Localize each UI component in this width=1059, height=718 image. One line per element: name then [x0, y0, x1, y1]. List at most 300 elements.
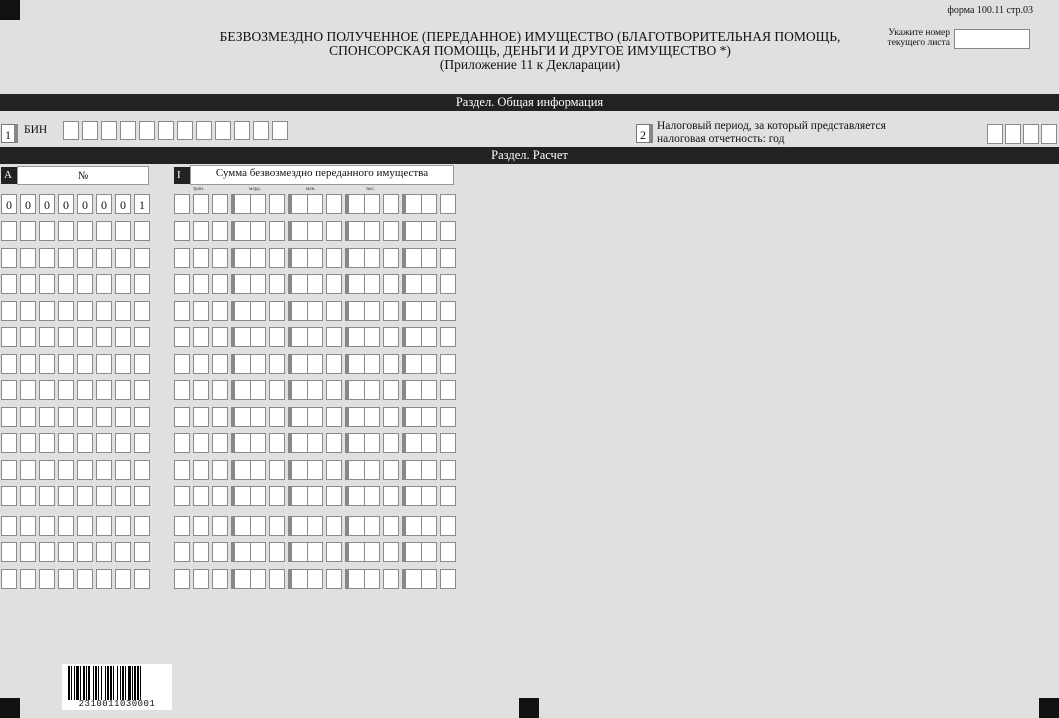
- bin-digit-cell[interactable]: [253, 121, 269, 140]
- amount-digit-cell[interactable]: [193, 274, 209, 294]
- row-number-cell[interactable]: [58, 407, 74, 427]
- amount-digit-cell[interactable]: [250, 407, 266, 427]
- amount-digit-cell[interactable]: [250, 380, 266, 400]
- bin-digit-cell[interactable]: [158, 121, 174, 140]
- row-number-cell[interactable]: 1: [134, 194, 150, 214]
- amount-digit-cell[interactable]: [288, 460, 308, 480]
- amount-digit-cell[interactable]: [250, 460, 266, 480]
- amount-digit-cell[interactable]: [212, 569, 228, 589]
- amount-digit-cell[interactable]: [174, 274, 190, 294]
- amount-digit-cell[interactable]: [326, 221, 342, 241]
- amount-digit-cell[interactable]: [288, 327, 308, 347]
- row-number-cell[interactable]: [96, 433, 112, 453]
- amount-digit-cell[interactable]: [212, 486, 228, 506]
- amount-digit-cell[interactable]: [231, 460, 251, 480]
- amount-digit-cell[interactable]: [193, 194, 209, 214]
- amount-digit-cell[interactable]: [307, 433, 323, 453]
- row-number-cell[interactable]: [134, 248, 150, 268]
- row-number-cell[interactable]: [96, 460, 112, 480]
- year-digit-cell[interactable]: [1005, 124, 1021, 144]
- amount-digit-cell[interactable]: [345, 569, 365, 589]
- amount-digit-cell[interactable]: [212, 248, 228, 268]
- row-number-cell[interactable]: [115, 221, 131, 241]
- row-number-cell[interactable]: [39, 407, 55, 427]
- row-number-cell[interactable]: [134, 433, 150, 453]
- amount-digit-cell[interactable]: [231, 194, 251, 214]
- amount-digit-cell[interactable]: [193, 569, 209, 589]
- row-number-cell[interactable]: [115, 433, 131, 453]
- row-number-cell[interactable]: [96, 542, 112, 562]
- row-number-cell[interactable]: [20, 380, 36, 400]
- row-number-cell[interactable]: [115, 248, 131, 268]
- amount-digit-cell[interactable]: [307, 569, 323, 589]
- amount-digit-cell[interactable]: [307, 380, 323, 400]
- amount-digit-cell[interactable]: [383, 516, 399, 536]
- amount-digit-cell[interactable]: [269, 301, 285, 321]
- amount-digit-cell[interactable]: [174, 433, 190, 453]
- amount-digit-cell[interactable]: [402, 248, 422, 268]
- amount-digit-cell[interactable]: [345, 221, 365, 241]
- row-number-cell[interactable]: 0: [115, 194, 131, 214]
- row-number-cell[interactable]: [20, 542, 36, 562]
- amount-digit-cell[interactable]: [402, 433, 422, 453]
- row-number-cell[interactable]: 0: [58, 194, 74, 214]
- amount-digit-cell[interactable]: [231, 542, 251, 562]
- row-number-cell[interactable]: [96, 221, 112, 241]
- amount-digit-cell[interactable]: [440, 460, 456, 480]
- year-digit-cell[interactable]: [1041, 124, 1057, 144]
- row-number-cell[interactable]: [96, 516, 112, 536]
- row-number-cell[interactable]: [1, 569, 17, 589]
- amount-digit-cell[interactable]: [288, 569, 308, 589]
- amount-digit-cell[interactable]: [307, 486, 323, 506]
- amount-digit-cell[interactable]: [421, 542, 437, 562]
- row-number-cell[interactable]: [134, 327, 150, 347]
- row-number-cell[interactable]: [39, 433, 55, 453]
- amount-digit-cell[interactable]: [402, 327, 422, 347]
- row-number-cell[interactable]: [96, 248, 112, 268]
- amount-digit-cell[interactable]: [364, 274, 380, 294]
- amount-digit-cell[interactable]: [193, 221, 209, 241]
- row-number-cell[interactable]: [77, 221, 93, 241]
- amount-digit-cell[interactable]: [307, 354, 323, 374]
- amount-digit-cell[interactable]: [345, 380, 365, 400]
- amount-digit-cell[interactable]: [345, 327, 365, 347]
- amount-digit-cell[interactable]: [269, 380, 285, 400]
- amount-digit-cell[interactable]: [402, 301, 422, 321]
- amount-digit-cell[interactable]: [421, 221, 437, 241]
- bin-digit-cell[interactable]: [82, 121, 98, 140]
- year-digit-cell[interactable]: [1023, 124, 1039, 144]
- amount-digit-cell[interactable]: [212, 194, 228, 214]
- amount-digit-cell[interactable]: [345, 486, 365, 506]
- amount-digit-cell[interactable]: [421, 248, 437, 268]
- amount-digit-cell[interactable]: [421, 327, 437, 347]
- amount-digit-cell[interactable]: [421, 354, 437, 374]
- amount-digit-cell[interactable]: [326, 274, 342, 294]
- amount-digit-cell[interactable]: [174, 486, 190, 506]
- row-number-cell[interactable]: [96, 407, 112, 427]
- amount-digit-cell[interactable]: [364, 460, 380, 480]
- row-number-cell[interactable]: [1, 301, 17, 321]
- amount-digit-cell[interactable]: [345, 248, 365, 268]
- amount-digit-cell[interactable]: [402, 354, 422, 374]
- amount-digit-cell[interactable]: [364, 221, 380, 241]
- amount-digit-cell[interactable]: [269, 221, 285, 241]
- amount-digit-cell[interactable]: [288, 433, 308, 453]
- amount-digit-cell[interactable]: [193, 248, 209, 268]
- amount-digit-cell[interactable]: [250, 569, 266, 589]
- row-number-cell[interactable]: [77, 486, 93, 506]
- amount-digit-cell[interactable]: [193, 486, 209, 506]
- row-number-cell[interactable]: [39, 516, 55, 536]
- row-number-cell[interactable]: [20, 516, 36, 536]
- amount-digit-cell[interactable]: [364, 301, 380, 321]
- row-number-cell[interactable]: [20, 327, 36, 347]
- row-number-cell[interactable]: 0: [96, 194, 112, 214]
- amount-digit-cell[interactable]: [383, 327, 399, 347]
- amount-digit-cell[interactable]: [288, 274, 308, 294]
- row-number-cell[interactable]: [134, 380, 150, 400]
- amount-digit-cell[interactable]: [364, 354, 380, 374]
- row-number-cell[interactable]: [58, 221, 74, 241]
- amount-digit-cell[interactable]: [288, 486, 308, 506]
- row-number-cell[interactable]: [134, 516, 150, 536]
- row-number-cell[interactable]: [20, 407, 36, 427]
- amount-digit-cell[interactable]: [421, 569, 437, 589]
- amount-digit-cell[interactable]: [402, 516, 422, 536]
- row-number-cell[interactable]: [134, 407, 150, 427]
- amount-digit-cell[interactable]: [193, 327, 209, 347]
- amount-digit-cell[interactable]: [250, 248, 266, 268]
- row-number-cell[interactable]: [1, 407, 17, 427]
- row-number-cell[interactable]: [58, 327, 74, 347]
- sheet-number-field[interactable]: [954, 29, 1030, 49]
- amount-digit-cell[interactable]: [364, 433, 380, 453]
- amount-digit-cell[interactable]: [269, 516, 285, 536]
- row-number-cell[interactable]: [58, 301, 74, 321]
- amount-digit-cell[interactable]: [231, 380, 251, 400]
- amount-digit-cell[interactable]: [250, 486, 266, 506]
- amount-digit-cell[interactable]: [231, 248, 251, 268]
- row-number-cell[interactable]: [39, 542, 55, 562]
- row-number-cell[interactable]: [1, 380, 17, 400]
- amount-digit-cell[interactable]: [364, 327, 380, 347]
- amount-digit-cell[interactable]: [364, 407, 380, 427]
- amount-digit-cell[interactable]: [269, 433, 285, 453]
- amount-digit-cell[interactable]: [326, 354, 342, 374]
- row-number-cell[interactable]: [115, 516, 131, 536]
- row-number-cell[interactable]: [96, 380, 112, 400]
- row-number-cell[interactable]: [77, 354, 93, 374]
- amount-digit-cell[interactable]: [383, 301, 399, 321]
- amount-digit-cell[interactable]: [250, 301, 266, 321]
- amount-digit-cell[interactable]: [212, 516, 228, 536]
- row-number-cell[interactable]: [58, 516, 74, 536]
- row-number-cell[interactable]: [134, 221, 150, 241]
- amount-digit-cell[interactable]: [307, 248, 323, 268]
- amount-digit-cell[interactable]: [421, 433, 437, 453]
- amount-digit-cell[interactable]: [440, 274, 456, 294]
- amount-digit-cell[interactable]: [250, 542, 266, 562]
- row-number-cell[interactable]: [20, 354, 36, 374]
- row-number-cell[interactable]: [96, 354, 112, 374]
- amount-digit-cell[interactable]: [307, 194, 323, 214]
- amount-digit-cell[interactable]: [231, 354, 251, 374]
- amount-digit-cell[interactable]: [383, 380, 399, 400]
- bin-digit-cell[interactable]: [139, 121, 155, 140]
- row-number-cell[interactable]: [115, 407, 131, 427]
- amount-digit-cell[interactable]: [421, 274, 437, 294]
- row-number-cell[interactable]: [39, 301, 55, 321]
- row-number-cell[interactable]: [20, 433, 36, 453]
- row-number-cell[interactable]: [39, 354, 55, 374]
- row-number-cell[interactable]: [20, 460, 36, 480]
- amount-digit-cell[interactable]: [383, 407, 399, 427]
- amount-digit-cell[interactable]: [269, 407, 285, 427]
- row-number-cell[interactable]: [134, 301, 150, 321]
- amount-digit-cell[interactable]: [421, 460, 437, 480]
- amount-digit-cell[interactable]: [193, 301, 209, 321]
- row-number-cell[interactable]: [134, 354, 150, 374]
- amount-digit-cell[interactable]: [421, 301, 437, 321]
- amount-digit-cell[interactable]: [231, 516, 251, 536]
- row-number-cell[interactable]: [115, 380, 131, 400]
- amount-digit-cell[interactable]: [421, 486, 437, 506]
- bin-digit-cell[interactable]: [120, 121, 136, 140]
- amount-digit-cell[interactable]: [383, 194, 399, 214]
- amount-digit-cell[interactable]: [307, 327, 323, 347]
- amount-digit-cell[interactable]: [174, 194, 190, 214]
- amount-digit-cell[interactable]: [174, 327, 190, 347]
- amount-digit-cell[interactable]: [288, 542, 308, 562]
- amount-digit-cell[interactable]: [326, 194, 342, 214]
- row-number-cell[interactable]: [39, 460, 55, 480]
- row-number-cell[interactable]: [134, 486, 150, 506]
- row-number-cell[interactable]: [115, 327, 131, 347]
- row-number-cell[interactable]: [20, 301, 36, 321]
- amount-digit-cell[interactable]: [250, 221, 266, 241]
- amount-digit-cell[interactable]: [231, 486, 251, 506]
- amount-digit-cell[interactable]: [269, 248, 285, 268]
- row-number-cell[interactable]: [134, 569, 150, 589]
- bin-digit-cell[interactable]: [101, 121, 117, 140]
- amount-digit-cell[interactable]: [326, 433, 342, 453]
- row-number-cell[interactable]: [1, 433, 17, 453]
- amount-digit-cell[interactable]: [307, 301, 323, 321]
- amount-digit-cell[interactable]: [440, 569, 456, 589]
- row-number-cell[interactable]: [77, 380, 93, 400]
- row-number-cell[interactable]: [1, 460, 17, 480]
- amount-digit-cell[interactable]: [421, 380, 437, 400]
- row-number-cell[interactable]: [1, 327, 17, 347]
- amount-digit-cell[interactable]: [212, 433, 228, 453]
- amount-digit-cell[interactable]: [174, 380, 190, 400]
- amount-digit-cell[interactable]: [383, 221, 399, 241]
- amount-digit-cell[interactable]: [174, 301, 190, 321]
- amount-digit-cell[interactable]: [269, 274, 285, 294]
- row-number-cell[interactable]: [1, 542, 17, 562]
- amount-digit-cell[interactable]: [440, 433, 456, 453]
- row-number-cell[interactable]: [77, 460, 93, 480]
- row-number-cell[interactable]: [115, 486, 131, 506]
- amount-digit-cell[interactable]: [383, 460, 399, 480]
- amount-digit-cell[interactable]: [383, 569, 399, 589]
- amount-digit-cell[interactable]: [174, 569, 190, 589]
- amount-digit-cell[interactable]: [402, 569, 422, 589]
- amount-digit-cell[interactable]: [174, 407, 190, 427]
- amount-digit-cell[interactable]: [345, 542, 365, 562]
- amount-digit-cell[interactable]: [193, 380, 209, 400]
- bin-digit-cell[interactable]: [177, 121, 193, 140]
- row-number-cell[interactable]: 0: [1, 194, 17, 214]
- amount-digit-cell[interactable]: [383, 274, 399, 294]
- amount-digit-cell[interactable]: [250, 354, 266, 374]
- amount-digit-cell[interactable]: [345, 274, 365, 294]
- row-number-cell[interactable]: [1, 516, 17, 536]
- amount-digit-cell[interactable]: [307, 516, 323, 536]
- amount-digit-cell[interactable]: [250, 433, 266, 453]
- amount-digit-cell[interactable]: [231, 433, 251, 453]
- amount-digit-cell[interactable]: [440, 354, 456, 374]
- row-number-cell[interactable]: [77, 433, 93, 453]
- amount-digit-cell[interactable]: [345, 194, 365, 214]
- amount-digit-cell[interactable]: [345, 301, 365, 321]
- amount-digit-cell[interactable]: [288, 248, 308, 268]
- amount-digit-cell[interactable]: [421, 407, 437, 427]
- row-number-cell[interactable]: [77, 542, 93, 562]
- amount-digit-cell[interactable]: [364, 516, 380, 536]
- amount-digit-cell[interactable]: [212, 354, 228, 374]
- amount-digit-cell[interactable]: [193, 542, 209, 562]
- row-number-cell[interactable]: [115, 569, 131, 589]
- amount-digit-cell[interactable]: [326, 407, 342, 427]
- row-number-cell[interactable]: [96, 327, 112, 347]
- row-number-cell[interactable]: [20, 486, 36, 506]
- amount-digit-cell[interactable]: [288, 380, 308, 400]
- amount-digit-cell[interactable]: [440, 221, 456, 241]
- amount-digit-cell[interactable]: [174, 221, 190, 241]
- amount-digit-cell[interactable]: [326, 516, 342, 536]
- amount-digit-cell[interactable]: [345, 460, 365, 480]
- row-number-cell[interactable]: [77, 248, 93, 268]
- row-number-cell[interactable]: [96, 301, 112, 321]
- amount-digit-cell[interactable]: [364, 542, 380, 562]
- amount-digit-cell[interactable]: [307, 542, 323, 562]
- row-number-cell[interactable]: [39, 380, 55, 400]
- amount-digit-cell[interactable]: [250, 194, 266, 214]
- amount-digit-cell[interactable]: [231, 274, 251, 294]
- amount-digit-cell[interactable]: [326, 569, 342, 589]
- row-number-cell[interactable]: [58, 569, 74, 589]
- amount-digit-cell[interactable]: [174, 516, 190, 536]
- row-number-cell[interactable]: [96, 569, 112, 589]
- amount-digit-cell[interactable]: [326, 380, 342, 400]
- row-number-cell[interactable]: [20, 248, 36, 268]
- amount-digit-cell[interactable]: [269, 569, 285, 589]
- row-number-cell[interactable]: [115, 354, 131, 374]
- amount-digit-cell[interactable]: [307, 407, 323, 427]
- amount-digit-cell[interactable]: [288, 516, 308, 536]
- amount-digit-cell[interactable]: [212, 327, 228, 347]
- row-number-cell[interactable]: [77, 407, 93, 427]
- amount-digit-cell[interactable]: [402, 221, 422, 241]
- amount-digit-cell[interactable]: [326, 327, 342, 347]
- amount-digit-cell[interactable]: [402, 194, 422, 214]
- amount-digit-cell[interactable]: [440, 486, 456, 506]
- amount-digit-cell[interactable]: [326, 301, 342, 321]
- amount-digit-cell[interactable]: [212, 274, 228, 294]
- amount-digit-cell[interactable]: [364, 569, 380, 589]
- amount-digit-cell[interactable]: [193, 460, 209, 480]
- year-digit-cell[interactable]: [987, 124, 1003, 144]
- amount-digit-cell[interactable]: [345, 407, 365, 427]
- amount-digit-cell[interactable]: [231, 221, 251, 241]
- amount-digit-cell[interactable]: [440, 516, 456, 536]
- row-number-cell[interactable]: [39, 327, 55, 347]
- row-number-cell[interactable]: [77, 327, 93, 347]
- amount-digit-cell[interactable]: [269, 460, 285, 480]
- row-number-cell[interactable]: [77, 516, 93, 536]
- amount-digit-cell[interactable]: [326, 486, 342, 506]
- row-number-cell[interactable]: [134, 542, 150, 562]
- amount-digit-cell[interactable]: [383, 433, 399, 453]
- row-number-cell[interactable]: [115, 274, 131, 294]
- amount-digit-cell[interactable]: [402, 460, 422, 480]
- row-number-cell[interactable]: 0: [77, 194, 93, 214]
- amount-digit-cell[interactable]: [269, 327, 285, 347]
- row-number-cell[interactable]: [58, 542, 74, 562]
- amount-digit-cell[interactable]: [440, 542, 456, 562]
- row-number-cell[interactable]: 0: [39, 194, 55, 214]
- bin-digit-cell[interactable]: [234, 121, 250, 140]
- amount-digit-cell[interactable]: [326, 460, 342, 480]
- row-number-cell[interactable]: [39, 569, 55, 589]
- row-number-cell[interactable]: [96, 486, 112, 506]
- row-number-cell[interactable]: [58, 433, 74, 453]
- amount-digit-cell[interactable]: [345, 354, 365, 374]
- amount-digit-cell[interactable]: [364, 194, 380, 214]
- amount-digit-cell[interactable]: [383, 542, 399, 562]
- amount-digit-cell[interactable]: [402, 486, 422, 506]
- row-number-cell[interactable]: [39, 486, 55, 506]
- amount-digit-cell[interactable]: [440, 407, 456, 427]
- amount-digit-cell[interactable]: [402, 380, 422, 400]
- amount-digit-cell[interactable]: [326, 248, 342, 268]
- row-number-cell[interactable]: [1, 274, 17, 294]
- row-number-cell[interactable]: [58, 460, 74, 480]
- amount-digit-cell[interactable]: [288, 221, 308, 241]
- amount-digit-cell[interactable]: [231, 301, 251, 321]
- amount-digit-cell[interactable]: [212, 460, 228, 480]
- amount-digit-cell[interactable]: [174, 354, 190, 374]
- amount-digit-cell[interactable]: [250, 274, 266, 294]
- bin-digit-cell[interactable]: [272, 121, 288, 140]
- row-number-cell[interactable]: [134, 460, 150, 480]
- amount-digit-cell[interactable]: [231, 327, 251, 347]
- amount-digit-cell[interactable]: [269, 542, 285, 562]
- row-number-cell[interactable]: [77, 301, 93, 321]
- amount-digit-cell[interactable]: [193, 516, 209, 536]
- amount-digit-cell[interactable]: [193, 407, 209, 427]
- bin-digit-cell[interactable]: [63, 121, 79, 140]
- row-number-cell[interactable]: [58, 248, 74, 268]
- row-number-cell[interactable]: [20, 221, 36, 241]
- row-number-cell[interactable]: [77, 569, 93, 589]
- amount-digit-cell[interactable]: [269, 486, 285, 506]
- amount-digit-cell[interactable]: [288, 407, 308, 427]
- amount-digit-cell[interactable]: [402, 274, 422, 294]
